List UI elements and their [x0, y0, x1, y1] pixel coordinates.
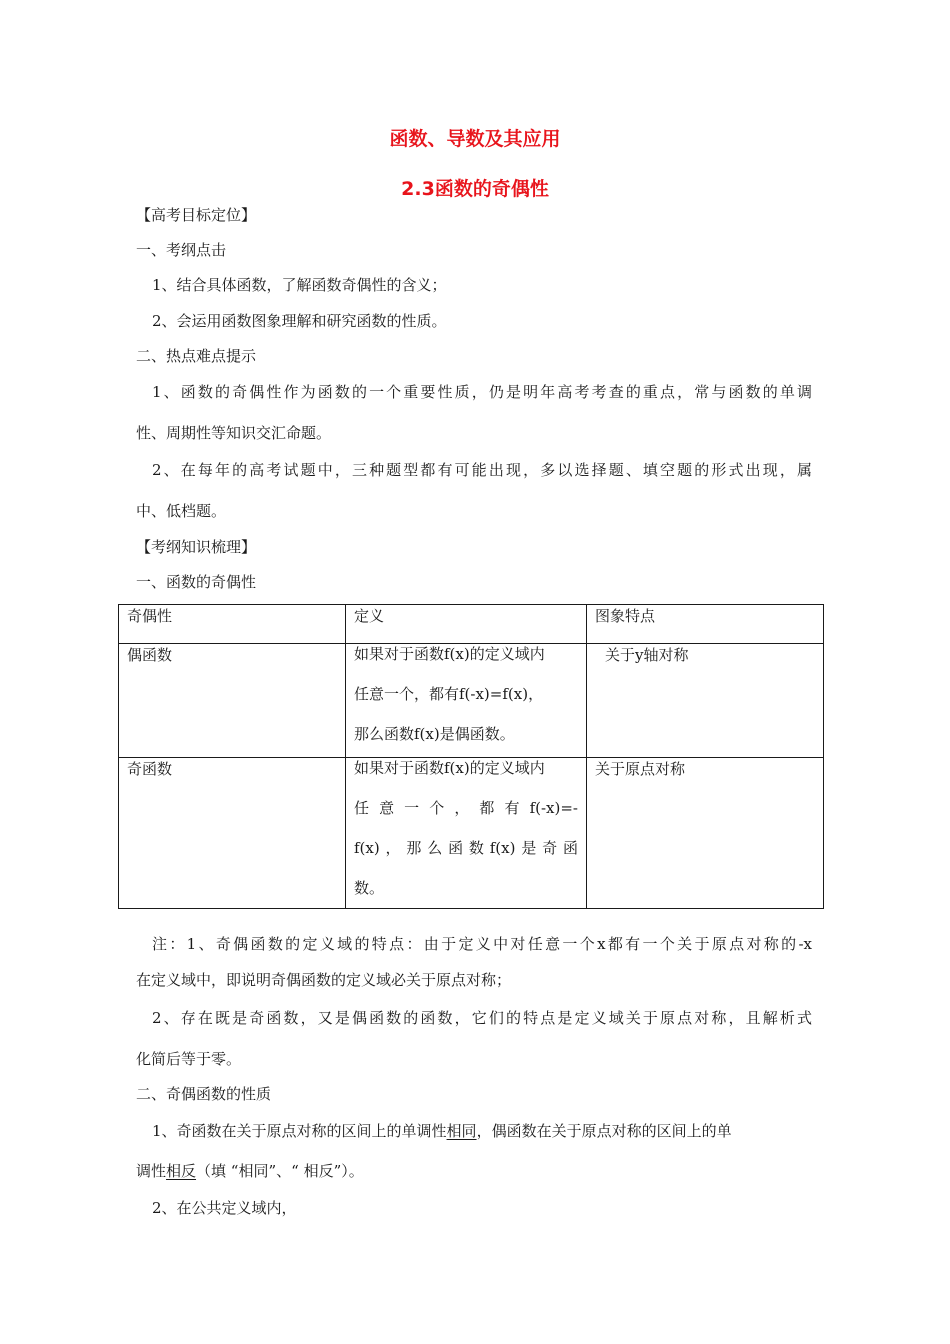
odd-def-line: f(x)，那么函数f(x)是奇函 — [354, 839, 578, 857]
table-row-odd — [119, 758, 824, 909]
property-1-text-cont: ，偶函数在关于原点对称的区间上的单 — [476, 1122, 732, 1140]
odd-def-line: 任意一个，都有f(-x)=- — [354, 799, 578, 817]
odd-def-line: 如果对于函数f(x)的定义域内 — [354, 759, 545, 777]
header-graph: 图象特点 — [587, 605, 824, 644]
odd-def-line: 数。 — [354, 879, 385, 897]
note-1-line-1: 注：1、奇偶函数的定义域的特点：由于定义中对任意一个x都有一个关于原点对称的-x — [152, 935, 812, 953]
parity-definition-table — [118, 604, 824, 909]
note-1-line-2: 在定义域中，即说明奇偶函数的定义域必关于原点对称； — [136, 971, 512, 989]
even-graph: 关于y轴对称 — [587, 644, 824, 758]
odd-graph: 关于原点对称 — [587, 758, 824, 909]
property-1-text: 1、奇函数在关于原点对称的区间上的单调性 — [152, 1122, 447, 1140]
odd-name: 奇函数 — [119, 758, 346, 909]
property-1-line-2 — [136, 1161, 364, 1181]
answer-opposite: 相反 — [166, 1162, 197, 1180]
note-2-line-1: 2、存在既是奇函数，又是偶函数的函数，它们的特点是定义域关于原点对称，且解析式 — [152, 1009, 812, 1027]
even-def-line: 如果对于函数f(x)的定义域内 — [354, 645, 545, 663]
table-row-even — [119, 644, 824, 758]
hotspot-item-1-line-1: 1、函数的奇偶性作为函数的一个重要性质，仍是明年高考考查的重点，常与函数的单调 — [152, 383, 812, 401]
properties-heading: 二、奇偶函数的性质 — [136, 1085, 272, 1103]
property-1-text: 调性 — [136, 1162, 167, 1180]
syllabus-item-2: 2、会运用函数图象理解和研究函数的性质。 — [152, 312, 447, 330]
property-1-line-1 — [152, 1121, 732, 1141]
even-def-line: 任意一个，都有f(-x)=f(x)， — [354, 685, 544, 703]
syllabus-heading: 一、考纲点击 — [136, 241, 227, 259]
section-title: 2.3函数的奇偶性 — [401, 178, 549, 200]
hotspot-item-2-line-1: 2、在每年的高考试题中，三种题型都有可能出现，多以选择题、填空题的形式出现，属 — [152, 461, 812, 479]
property-1-hint: （填 “相同”、“ 相反”）。 — [196, 1162, 364, 1180]
even-name: 偶函数 — [119, 644, 346, 758]
parity-heading: 一、函数的奇偶性 — [136, 573, 257, 591]
note-2-line-2: 化简后等于零。 — [136, 1050, 242, 1068]
header-parity: 奇偶性 — [119, 605, 346, 644]
property-2: 2、在公共定义域内， — [152, 1199, 297, 1217]
answer-same: 相同 — [446, 1122, 477, 1140]
hotspot-item-2-line-2: 中、低档题。 — [136, 502, 227, 520]
hotspot-item-1-line-2: 性、周期性等知识交汇命题。 — [136, 424, 332, 442]
syllabus-item-1: 1、结合具体函数，了解函数奇偶性的含义； — [152, 276, 447, 294]
even-def-line: 那么函数f(x)是偶函数。 — [354, 725, 515, 743]
odd-definition — [346, 758, 587, 909]
table-header-row — [119, 605, 824, 644]
even-definition — [346, 644, 587, 758]
knowledge-heading: 【考纲知识梳理】 — [136, 538, 257, 556]
target-heading: 【高考目标定位】 — [136, 206, 257, 224]
hotspot-heading: 二、热点难点提示 — [136, 347, 257, 365]
document-title: 函数、导数及其应用 — [389, 128, 561, 150]
header-definition: 定义 — [346, 605, 587, 644]
